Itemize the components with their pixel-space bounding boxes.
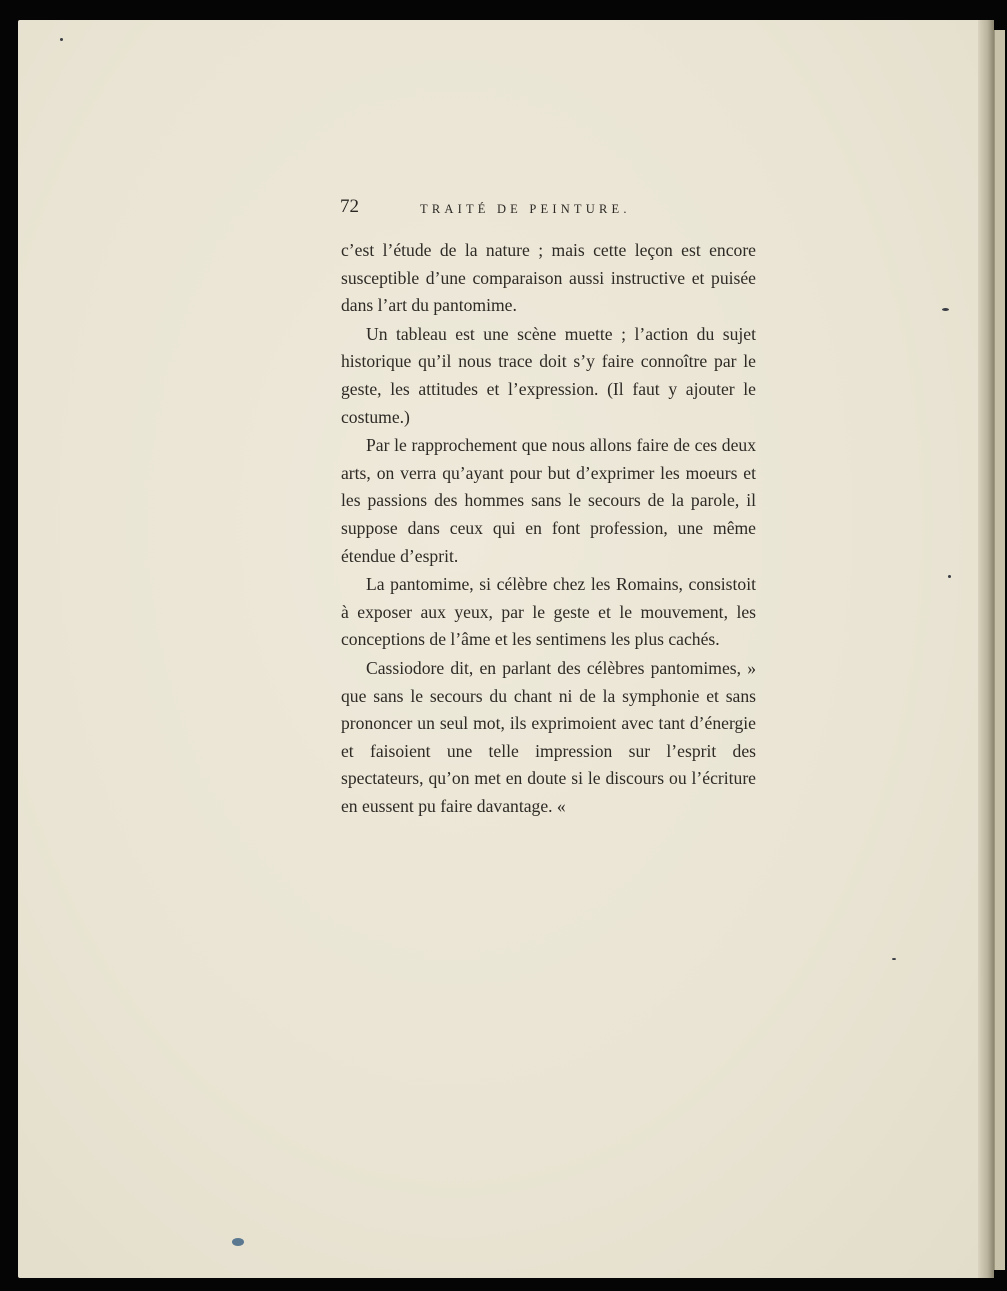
paragraph: La pantomime, si célèbre chez les Romains, consistoit à exposer aux yeux, par le geste et le mouvement, les conceptions de l’âme et les sentimens les plus cachés. (341, 574, 756, 650)
running-head (340, 196, 760, 226)
paper-speck (892, 958, 896, 960)
paper-speck (942, 308, 949, 311)
paragraph: Par le rapprochement que nous allons faire de ces deux arts, on verra qu’ayant pour but d’exprimer les moeurs et les passions des hommes sans le secours de la parole, il suppose dans ceux qui en font profession, une même étendue d’esprit. (341, 435, 756, 566)
running-head-title: TRAITÉ DE PEINTURE. (420, 202, 631, 216)
paper-speck (232, 1238, 244, 1246)
page-number: 72 (340, 196, 359, 217)
paper-speck (60, 38, 63, 41)
paragraph: c’est l’étude de la nature ; mais cette leçon est encore susceptible d’une comparaison aussi instructive et puisée dans l’art du pantomime. (341, 240, 756, 316)
paragraph: Cassiodore dit, en parlant des célèbres pantomimes, » que sans le secours du chant ni de la symphonie et sans prononcer un seul mot, ils exprimoient avec tant d’énergie et faisoient une telle impression sur l’esprit des spectateurs, qu’on met en doute si le discours ou l’écriture en eussent pu faire davantage. « (341, 657, 756, 816)
page-gutter-edge (978, 20, 994, 1278)
next-page-edge (994, 30, 1005, 1270)
paper-speck (948, 575, 951, 578)
body-text (341, 237, 756, 821)
paragraph: Un tableau est une scène muette ; l’action du sujet historique qu’il nous trace doit s’y faire connoître par le geste, les attitudes et l’expression. (Il faut y ajouter le costume.) (341, 323, 756, 427)
